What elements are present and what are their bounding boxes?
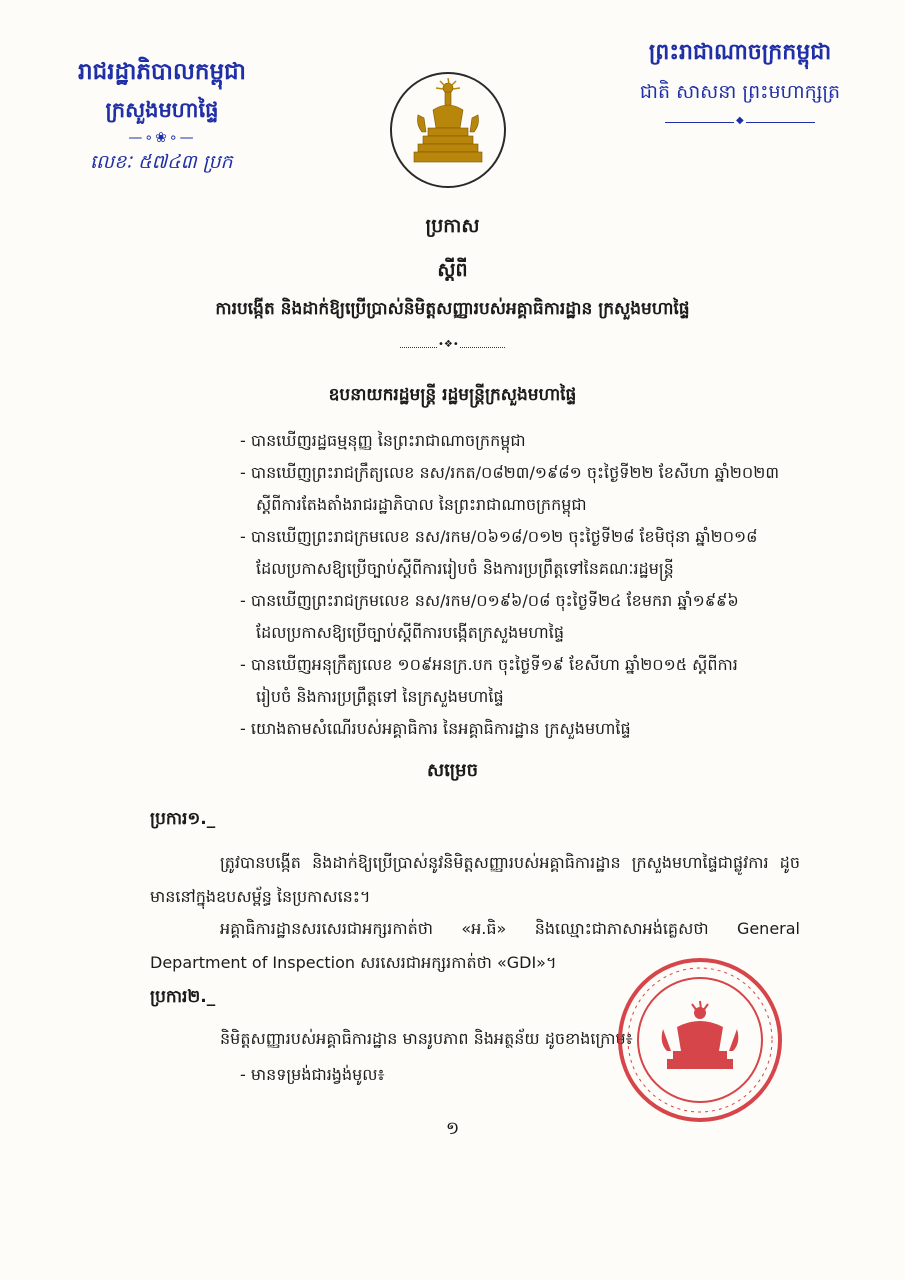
issuer-title: ឧបនាយករដ្ឋមន្ត្រី រដ្ឋមន្ត្រីក្រសួងមហាផ្ទៃ (328, 385, 577, 405)
document-subject: ការបង្កើត និងដាក់ឱ្យប្រើប្រាស់និមិត្តសញ្ញារបស់អគ្គាធិការដ្ឋាន ក្រសួងមហាផ្ទៃ (215, 299, 690, 319)
decision-heading: សម្រេច (426, 760, 479, 781)
ministry-name: ក្រសួងមហាផ្ទៃ (105, 98, 219, 122)
kingdom-header (600, 38, 880, 123)
article-1-paragraph-2: អគ្គាធិការដ្ឋានសរសេរជាអក្សរកាត់ថា «អ.ធិ» និងឈ្មោះជាភាសាអង់គ្លេសថា General Department of Inspection សរសេរជាអក្សរកាត់ថា «GDI»។ (150, 919, 800, 972)
article-1-label: ប្រការ១._ (150, 809, 216, 829)
recital-item: - បានឃើញអនុក្រឹត្យលេខ ១០៩អនក្រ.បក ចុះថ្ងៃទី១៩ ខែសីហា ឆ្នាំ២០១៥ ស្ដីពីការ រៀបចំ និងការប្រព្រឹត្តទៅ នៃក្រសួងមហាផ្ទៃ (240, 655, 738, 706)
recital-item: - បានឃើញព្រះរាជក្រមលេខ នស/រកម/០៦១៨/០១២ ចុះថ្ងៃទី២៨ ខែមិថុនា ឆ្នាំ២០១៨ ដែលប្រកាសឱ្យប្រើច្បាប់ស្ដីពីការរៀបចំ និងការប្រព្រឹត្តទៅនៃគណៈរដ្ឋមន្ត្រី (240, 527, 758, 578)
recitals-list (240, 425, 820, 745)
article-2-bullet: - មានទម្រង់ជារង្វង់មូល៖ (240, 1065, 385, 1084)
document-type: ប្រកាស (425, 215, 480, 237)
recital-item: - យោងតាមសំណើរបស់អគ្គាធិការ នៃអគ្គាធិការដ្ឋាន ក្រសួងមហាផ្ទៃ (240, 719, 631, 738)
header-divider (665, 122, 815, 123)
article-1-paragraph-1: ត្រូវបានបង្កើត និងដាក់ឱ្យប្រើប្រាស់នូវនិមិត្តសញ្ញារបស់អគ្គាធិការដ្ឋាន ក្រសួងមហាផ្ទៃជាផ្លូវការ ដូចមាននៅក្នុងឧបសម្ព័ន្ធ នៃប្រកាសនេះ។ (150, 853, 800, 906)
kingdom-name: ព្រះរាជាណាចក្រកម្ពុជា (648, 40, 832, 65)
recital-item: - បានឃើញព្រះរាជក្រមលេខ នស/រកម/០១៩៦/០៨ ចុះថ្ងៃទី២៤ ខែមករា ឆ្នាំ១៩៩៦ ដែលប្រកាសឱ្យប្រើច្បាប់ស្ដីពីការបង្កើតក្រសួងមហាផ្ទៃ (240, 591, 739, 642)
recital-item: - បានឃើញរដ្ឋធម្មនុញ្ញ នៃព្រះរាជាណាចក្រកម្ពុជា (240, 431, 526, 450)
government-name: រាជរដ្ឋាភិបាលកម្ពុជា (78, 59, 246, 85)
official-seal-icon (615, 955, 785, 1125)
page-number: ១ (445, 1118, 460, 1139)
reference-number: លេខៈ ៥៧៤៣ ប្រក (90, 151, 233, 173)
royal-emblem-icon (388, 70, 508, 190)
national-motto: ជាតិ សាសនា ព្រះមហាក្សត្រ (639, 81, 841, 103)
title-divider (400, 347, 505, 348)
article-2-label: ប្រការ២._ (150, 987, 216, 1007)
ornament-icon: —∘❀∘— (128, 130, 196, 146)
title-about: ស្ដីពី (437, 259, 468, 281)
recital-item: - បានឃើញព្រះរាជក្រឹត្យលេខ នស/រកត/០៨២៣/១៩៨១ ចុះថ្ងៃទី២២ ខែសីហា ឆ្នាំ២០២៣ ស្ដីពីការតែងតាំងរាជរដ្ឋាភិបាល នៃព្រះរាជាណាចក្រកម្ពុជា (240, 463, 780, 514)
ministry-header (62, 58, 262, 178)
article-2-paragraph-1: និមិត្តសញ្ញារបស់អគ្គាធិការដ្ឋាន មានរូបភាព និងអត្ថន័យ ដូចខាងក្រោម៖ (220, 1029, 633, 1048)
